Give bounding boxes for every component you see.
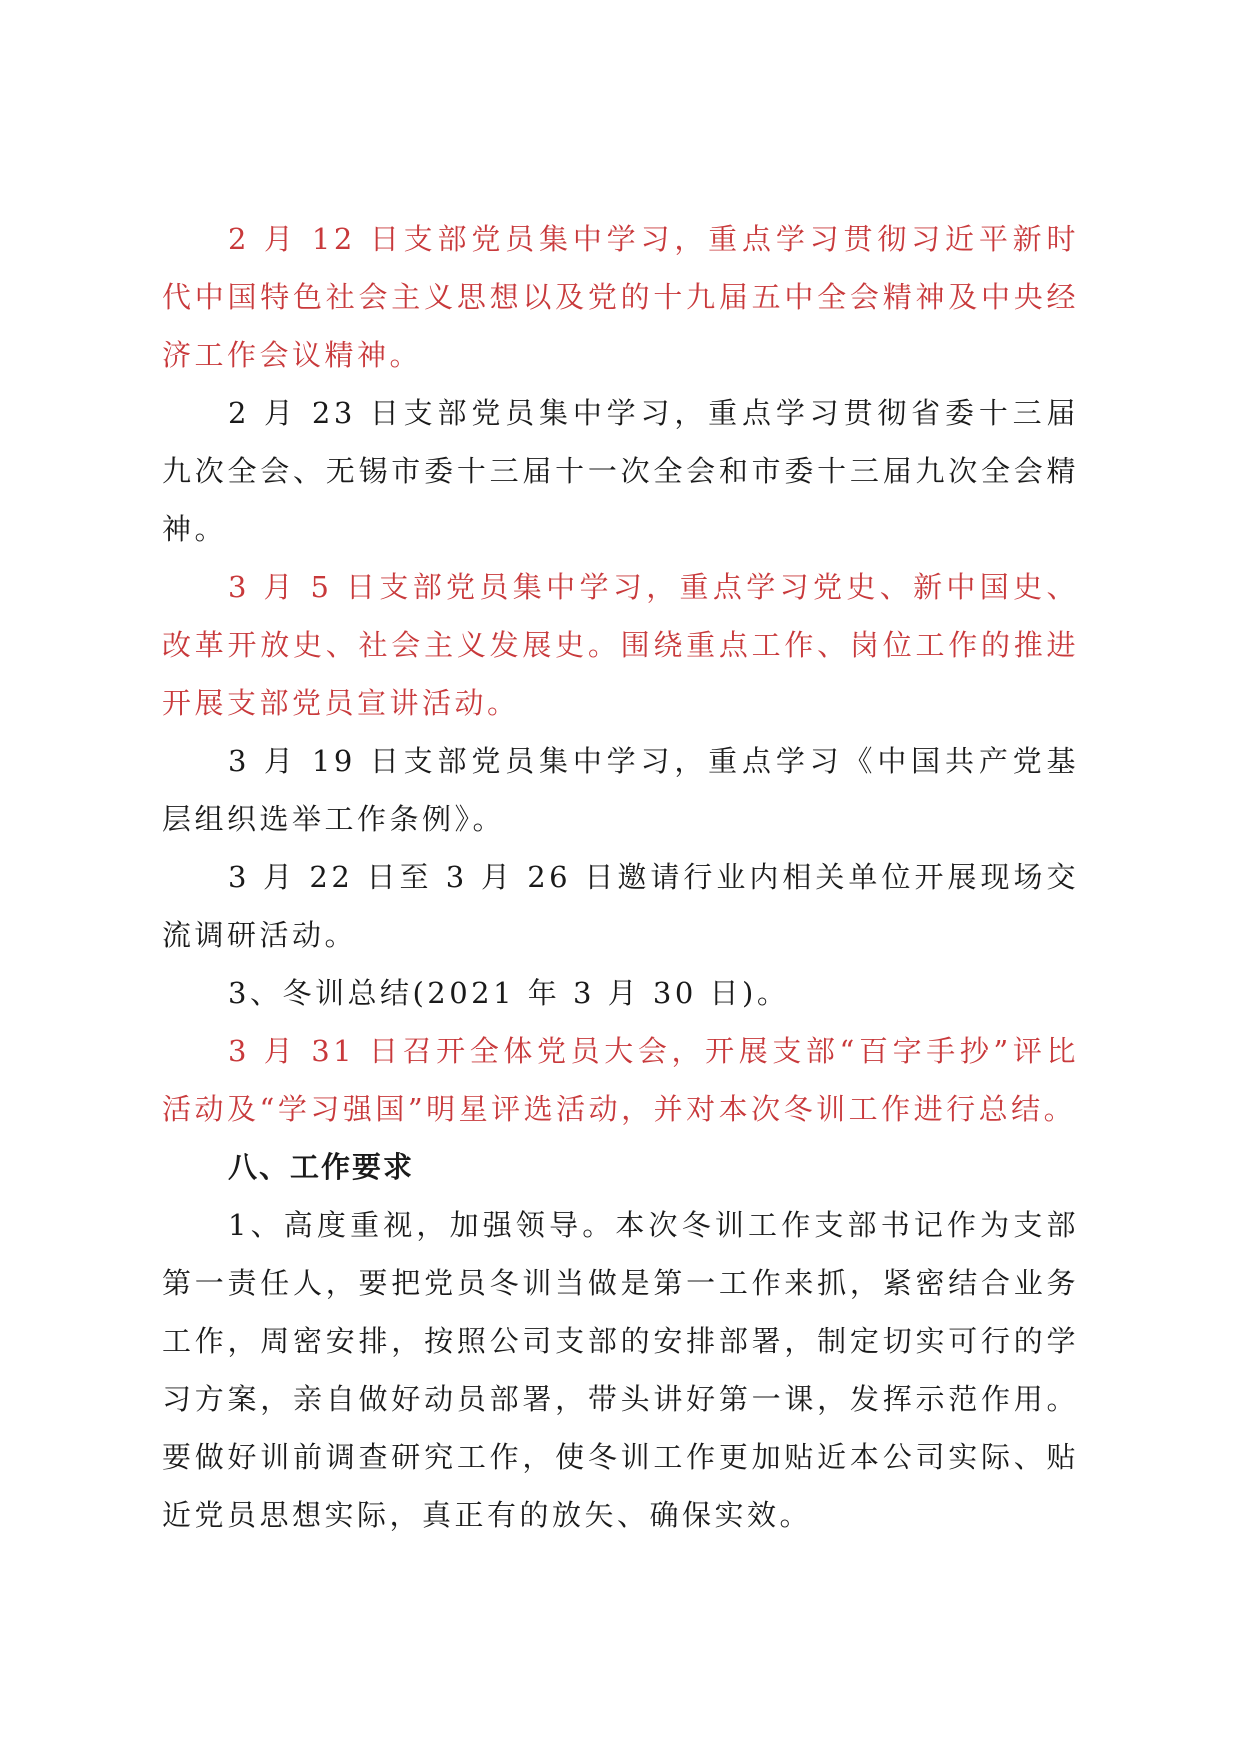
paragraph-mar22-exchange: 3 月 22 日至 3 月 26 日邀请行业内相关单位开展现场交流调研活动。: [162, 860, 1079, 952]
paragraph-mar19-study: 3 月 19 日支部党员集中学习，重点学习《中国共产党基层组织选举工作条例》。: [162, 744, 1079, 836]
paragraph-winter-training-summary: 3、冬训总结(2021 年 3 月 30 日)。: [228, 976, 790, 1010]
section-heading-work-requirements: 八、工作要求: [228, 1150, 415, 1184]
paragraph-mar5-study: 3 月 5 日支部党员集中学习，重点学习党史、新中国史、改革开放史、社会主义发展史。围绕重点工作、岗位工作的推进开展支部党员宣讲活动。: [162, 570, 1079, 720]
paragraph-mar31-meeting: 3 月 31 日召开全体党员大会，开展支部“百字手抄”评比活动及“学习强国”明星评选活动，并对本次冬训工作进行总结。: [162, 1034, 1079, 1126]
paragraph-requirement-1: 1、高度重视，加强领导。本次冬训工作支部书记作为支部第一责任人，要把党员冬训当做是第一工作来抓，紧密结合业务工作，周密安排，按照公司支部的安排部署，制定切实可行的学习方案，亲自做好动员部署，带头讲好第一课，发挥示范作用。要做好训前调查研究工作，使冬训工作更加贴近本公司实际、贴近党员思想实际，真正有的放矢、确保实效。: [162, 1208, 1079, 1532]
paragraph-feb12-study: 2 月 12 日支部党员集中学习，重点学习贯彻习近平新时代中国特色社会主义思想以及党的十九届五中全会精神及中央经济工作会议精神。: [162, 222, 1079, 372]
paragraph-feb23-study: 2 月 23 日支部党员集中学习，重点学习贯彻省委十三届九次全会、无锡市委十三届十一次全会和市委十三届九次全会精神。: [162, 396, 1079, 546]
document-body: [162, 210, 1079, 1544]
